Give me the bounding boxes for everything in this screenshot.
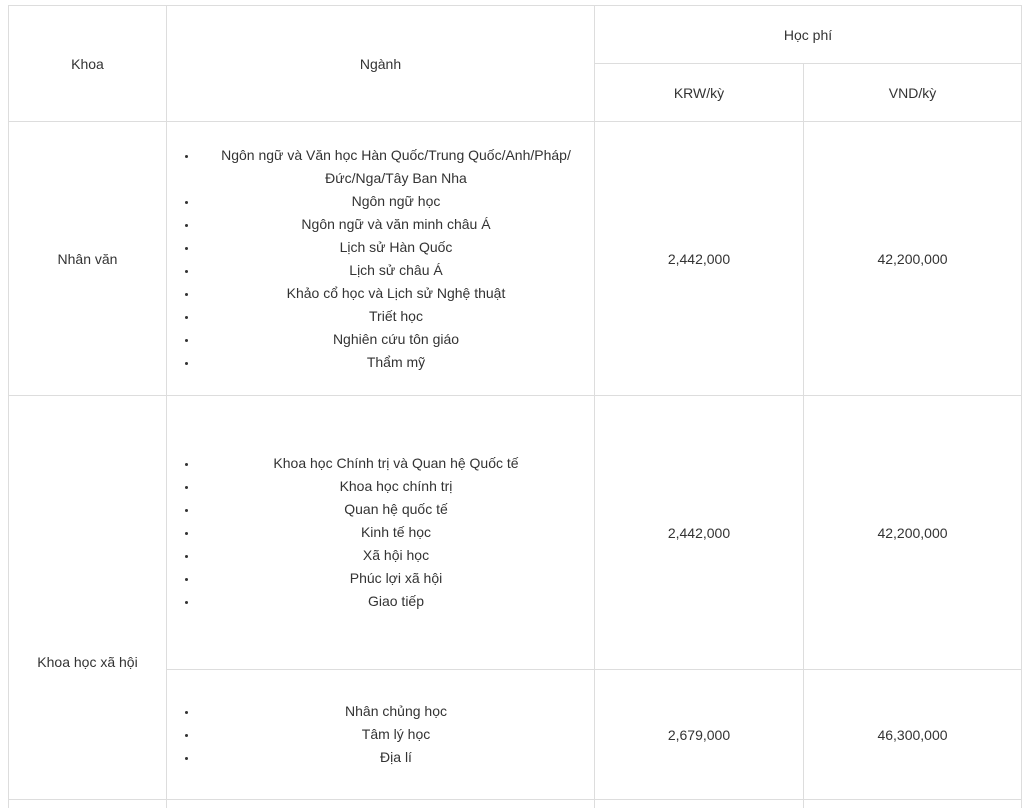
major-item: • Lịch sử châu Á xyxy=(198,259,594,282)
vnd-value: 42,200,000 xyxy=(804,396,1022,670)
major-item: • Khoa học Chính trị và Quan hệ Quốc tế xyxy=(198,452,594,475)
major-item: • Triết học xyxy=(198,305,594,328)
krw-value: 2,442,000 xyxy=(595,122,804,396)
table-row xyxy=(9,122,1022,396)
major-item: • Quan hệ quốc tế xyxy=(198,498,594,521)
major-item: • Phúc lợi xã hội xyxy=(198,567,594,590)
faculty-cell: Nhân văn xyxy=(9,122,167,396)
major-item: • Kinh tế học xyxy=(198,521,594,544)
empty-cell xyxy=(167,800,595,808)
vnd-value: 42,200,000 xyxy=(804,122,1022,396)
header-row xyxy=(9,6,1022,64)
major-item: • Xã hội học xyxy=(198,544,594,567)
tuition-table xyxy=(8,5,1022,808)
empty-cell xyxy=(595,800,804,808)
majors-cell xyxy=(167,122,595,396)
major-item: • Thẩm mỹ xyxy=(198,351,594,374)
major-item: • Khoa học chính trị xyxy=(198,475,594,498)
major-item: • Khảo cổ học và Lịch sử Nghệ thuật xyxy=(198,282,594,305)
vnd-value: 46,300,000 xyxy=(804,670,1022,800)
majors-list xyxy=(167,144,594,374)
major-item: • Tâm lý học xyxy=(198,723,594,746)
majors-list xyxy=(167,452,594,613)
table-row-partial xyxy=(9,800,1022,808)
empty-cell xyxy=(9,800,167,808)
major-item: • Nghiên cứu tôn giáo xyxy=(198,328,594,351)
major-item: • Địa lí xyxy=(198,746,594,769)
major-item: • Lịch sử Hàn Quốc xyxy=(198,236,594,259)
faculty-cell: Khoa học xã hội xyxy=(9,396,167,800)
major-item: • Nhân chủng học xyxy=(198,700,594,723)
krw-value: 2,442,000 xyxy=(595,396,804,670)
header-khoa: Khoa xyxy=(9,6,167,122)
major-item: • Ngôn ngữ học xyxy=(198,190,594,213)
krw-value: 2,679,000 xyxy=(595,670,804,800)
major-item: • Ngôn ngữ và Văn học Hàn Quốc/Trung Quốc/Anh/Pháp/ Đức/Nga/Tây Ban Nha xyxy=(198,144,594,190)
majors-cell xyxy=(167,396,595,670)
header-nganh: Ngành xyxy=(167,6,595,122)
majors-cell xyxy=(167,670,595,800)
header-hoc-phi: Học phí xyxy=(595,6,1022,64)
majors-list xyxy=(167,700,594,769)
header-krw: KRW/kỳ xyxy=(595,64,804,122)
table-row xyxy=(9,396,1022,670)
major-item: • Ngôn ngữ và văn minh châu Á xyxy=(198,213,594,236)
header-vnd: VND/kỳ xyxy=(804,64,1022,122)
major-item: • Giao tiếp xyxy=(198,590,594,613)
empty-cell xyxy=(804,800,1022,808)
